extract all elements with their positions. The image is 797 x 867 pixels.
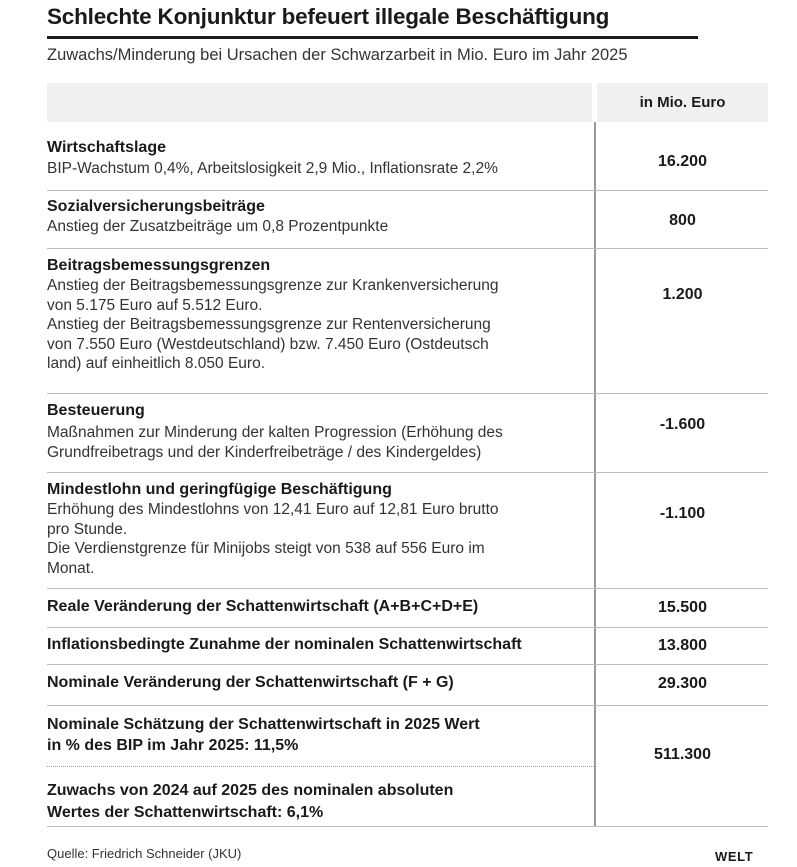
- row-title-reale-veraenderung: Reale Veränderung der Schattenwirtschaft (A+B+C+D+E): [47, 598, 479, 615]
- row-divider: [47, 627, 768, 628]
- source-note: Quelle: Friedrich Schneider (JKU): [47, 846, 242, 861]
- desc-line: Anstieg der Beitragsbemessungsgrenze zur Krankenversicherung: [47, 277, 499, 294]
- row-value-mindestlohn: -1.100: [659, 505, 706, 522]
- row-desc-sozialversicherung: Anstieg der Zusatzbeiträge um 0,8 Prozentpunkte: [47, 218, 389, 235]
- row-title-nominale-veraenderung: Nominale Veränderung der Schattenwirtschaft (F + G): [47, 674, 454, 691]
- desc-line: Die Verdienstgrenze für Minijobs steigt von 538 auf 556 Euro im: [47, 540, 485, 557]
- row-divider: [47, 664, 768, 665]
- desc-line: Anstieg der Beitragsbemessungsgrenze zur Rentenversicherung: [47, 316, 491, 333]
- summary-dotted-divider: [47, 766, 594, 767]
- summary-line-2: in % des BIP im Jahr 2025: 11,5%: [47, 737, 299, 754]
- row-title-wirtschaftslage: Wirtschaftslage: [47, 139, 166, 156]
- desc-line: Grundfreibetrags und der Kinderfreibeträge / des Kindergeldes): [47, 443, 482, 461]
- chart-title: Schlechte Konjunktur befeuert illegale Beschäftigung: [47, 4, 610, 29]
- desc-line: Monat.: [47, 559, 95, 577]
- desc-line: von 7.550 Euro (Westdeutschland) bzw. 7.450 Euro (Ostdeutsch: [47, 335, 489, 353]
- table-header-value: in Mio. Euro: [597, 83, 768, 122]
- row-divider: [47, 393, 768, 394]
- row-title-besteuerung: Besteuerung: [47, 402, 145, 419]
- desc-line: Maßnahmen zur Minderung der kalten Progression (Erhöhung des: [47, 424, 503, 441]
- row-value-beitragsbemessung: 1.200: [662, 286, 703, 303]
- row-value-wirtschaftslage: 16.200: [658, 153, 707, 170]
- table-bottom-rule: [47, 826, 768, 827]
- row-desc-mindestlohn: [47, 500, 499, 578]
- column-divider: [594, 122, 596, 826]
- title-rule: [47, 36, 698, 39]
- row-title-inflationsbedingt: Inflationsbedingte Zunahme der nominalen Schattenwirtschaft: [47, 636, 522, 653]
- row-value-nominale-veraenderung: 29.300: [658, 675, 707, 692]
- row-divider: [47, 248, 768, 249]
- row-desc-beitragsbemessung: [47, 276, 498, 374]
- chart-subtitle: Zuwachs/Minderung bei Ursachen der Schwarzarbeit in Mio. Euro im Jahr 2025: [47, 46, 628, 64]
- desc-line: von 5.175 Euro auf 5.512 Euro.: [47, 296, 263, 314]
- summary-line-4: Wertes der Schattenwirtschaft: 6,1%: [47, 804, 324, 821]
- row-value-sozialversicherung: 800: [669, 212, 696, 229]
- row-desc-besteuerung: [47, 423, 503, 462]
- row-divider: [47, 705, 768, 706]
- row-title-sozialversicherung: Sozialversicherungsbeiträge: [47, 198, 265, 215]
- desc-line: Erhöhung des Mindestlohns von 12,41 Euro auf 12,81 Euro brutto: [47, 501, 499, 518]
- summary-value: 511.300: [654, 746, 711, 763]
- summary-line-1: Nominale Schätzung der Schattenwirtschaft in 2025 Wert: [47, 716, 480, 733]
- row-title-beitragsbemessung: Beitragsbemessungsgrenzen: [47, 257, 271, 274]
- summary-line-3: Zuwachs von 2024 auf 2025 des nominalen absoluten: [47, 782, 454, 799]
- row-value-besteuerung: -1.600: [659, 416, 706, 433]
- row-value-reale-veraenderung: 15.500: [658, 599, 707, 616]
- row-divider: [47, 190, 768, 191]
- row-title-mindestlohn: Mindestlohn und geringfügige Beschäftigung: [47, 481, 392, 498]
- row-divider: [47, 588, 768, 589]
- desc-line: land) auf einheitlich 8.050 Euro.: [47, 355, 266, 372]
- table-header-label-cell: [47, 83, 592, 122]
- row-divider: [47, 472, 768, 473]
- row-desc-wirtschaftslage: BIP-Wachstum 0,4%, Arbeitslosigkeit 2,9 Mio., Inflationsrate 2,2%: [47, 160, 498, 177]
- welt-logo: WELT: [715, 849, 754, 864]
- desc-line: pro Stunde.: [47, 520, 128, 538]
- row-value-inflationsbedingt: 13.800: [658, 637, 707, 654]
